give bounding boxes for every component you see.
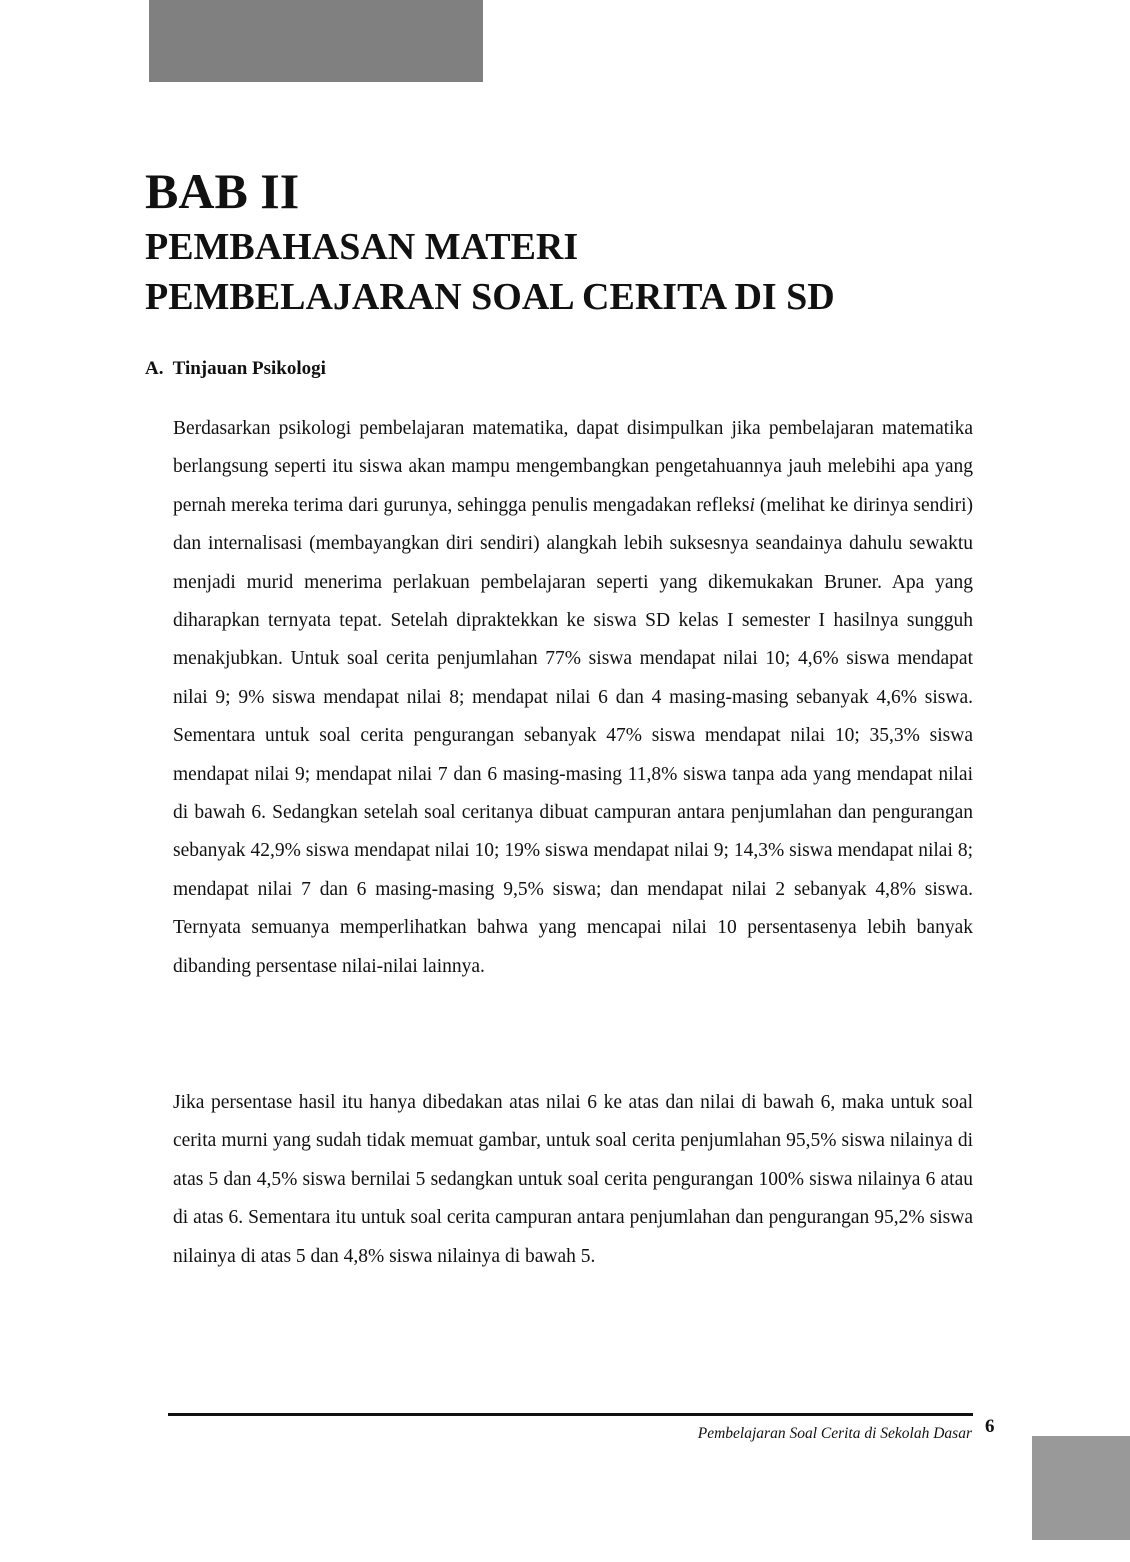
body-paragraph-2: Jika persentase hasil itu hanya dibedakan atas nilai 6 ke atas dan nilai di bawah 6, maka untuk soal cerita murni yang sudah tidak memuat gambar, untuk soal cerita penjumlahan 95,5% siswa nilainya di atas 5 dan 4,5% siswa bernilai 5 sedangkan untuk soal cerita pengurangan 100% siswa nilainya 6 atau di atas 6. Sementara itu untuk soal cerita campuran antara penjumlahan dan pengurangan 95,2% siswa nilainya di atas 5 dan 4,8% siswa nilainya di bawah 5. [173, 1092, 973, 1267]
footer-decor-block [1032, 1436, 1130, 1540]
footer-running-title: Pembelajaran Soal Cerita di Sekolah Dasar [697, 1425, 972, 1442]
header-decor-block [149, 0, 483, 82]
paragraph-1-italic: i [749, 494, 755, 516]
footer-rule [168, 1413, 973, 1416]
paragraph-1-text-b: (melihat ke dirinya sendiri) dan internalisasi (membayangkan diri sendiri) alangkah lebih suksesnya seandainya dahulu sewaktu menjadi murid menerima perlakuan pembelajaran seperti yang dikemukakan Bruner. Apa yang diharapkan ternyata tepat. Setelah dipraktekkan ke siswa SD kelas I semester I hasilnya sungguh menakjubkan. Untuk soal cerita penjumlahan 77% siswa mendapat nilai 10; 4,6% siswa mendapat nilai 9; 9% siswa mendapat nilai 8; mendapat nilai 6 dan 4 masing-masing sebanyak 4,6% siswa. Sementara untuk soal cerita pengurangan sebanyak 47% siswa mendapat nilai 10; 35,3% siswa mendapat nilai 9; mendapat nilai 7 dan 6 masing-masing 11,8% siswa tanpa ada yang mendapat nilai di bawah 6. Sedangkan setelah soal ceritanya dibuat campuran antara penjumlahan dan pengurangan sebanyak 42,9% siswa mendapat nilai 10; 19% siswa mendapat nilai 9; 14,3% siswa mendapat nilai 8; mendapat nilai 7 dan 6 masing-masing 9,5% siswa; dan mendapat nilai 2 sebanyak 4,8% siswa. Ternyata semuanya memperlihatkan bahwa yang mencapai nilai 10 persentasenya lebih banyak dibanding persentase nilai-nilai lainnya. [173, 494, 973, 977]
chapter-title-line-2: PEMBELAJARAN SOAL CERITA DI SD [145, 276, 835, 318]
paragraph-1-text-a: Berdasarkan psikologi pembelajaran matematika, dapat disimpulkan jika pembelajaran matematika berlangsung seperti itu siswa akan mampu mengembangkan pengetahuannya jauh melebihi apa yang pernah mereka terima dari gurunya, sehingga penulis mengadakan refleks [173, 418, 973, 516]
page-number: 6 [985, 1416, 995, 1437]
chapter-number: BAB II [145, 163, 300, 219]
body-paragraph-1 [173, 410, 973, 986]
chapter-title [145, 222, 835, 322]
chapter-title-line-1: PEMBAHASAN MATERI [145, 226, 579, 268]
section-heading: A. Tinjauan Psikologi [145, 358, 326, 379]
